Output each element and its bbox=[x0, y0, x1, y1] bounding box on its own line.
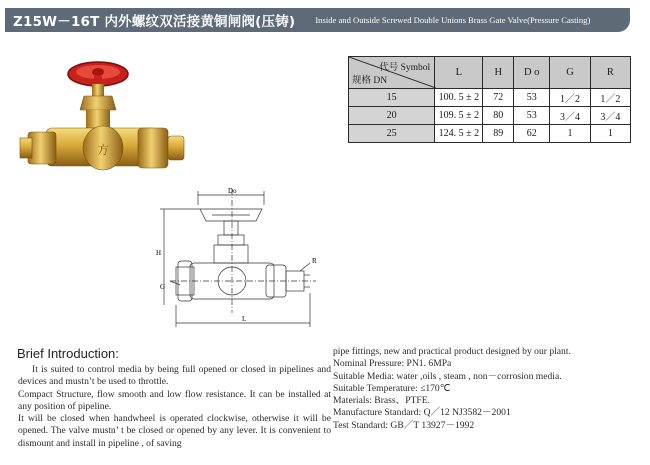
cell-h: 80 bbox=[483, 107, 514, 125]
brief-heading: Brief Introduction: bbox=[17, 346, 119, 361]
table-row bbox=[349, 107, 631, 125]
cell-l: 100. 5 ± 2 bbox=[435, 89, 483, 107]
materials: Materials: Brass、PTFE. bbox=[333, 395, 430, 407]
label-r: R bbox=[312, 257, 317, 265]
test-standard: Test Standard: GB／T 13927－1992 bbox=[333, 419, 475, 431]
cell-g: 3／4 bbox=[550, 107, 590, 125]
table-header-row bbox=[349, 57, 631, 89]
brief-continuation: pipe fittings, new and practical product designed by our plant. bbox=[333, 346, 571, 357]
cell-dn: 20 bbox=[349, 107, 435, 125]
cell-l: 109. 5 ± 2 bbox=[435, 107, 483, 125]
header-dn-label: 规格 DN bbox=[352, 76, 388, 86]
spec-list bbox=[333, 346, 633, 432]
label-g: G bbox=[160, 283, 166, 291]
cell-g: 1 bbox=[550, 125, 590, 143]
header-symbol-label: 代号 Symbol bbox=[379, 63, 431, 73]
title-chinese: Z15W－16T 内外螺纹双活接黄铜闸阀(压铸) bbox=[13, 14, 296, 30]
column-header-r: R bbox=[590, 57, 630, 89]
nominal-pressure: Nominal Pressure: PN1. 6MPa bbox=[333, 358, 452, 370]
label-do: Do bbox=[228, 187, 237, 195]
cell-do: 62 bbox=[514, 125, 550, 143]
handwheel-red bbox=[68, 62, 128, 86]
brief-paragraph: It will be closed when handwheel is operated clockwise, otherwise it will be opened. The valve mustn’ t be closed or opened by any lever. It is convenient to dismount and install in pipeline , of saving bbox=[18, 413, 331, 449]
brief-paragraph: Compact Structure, flow smooth and low flow resistance. It can be installed at any position of pipeline. bbox=[18, 388, 331, 412]
label-h: H bbox=[156, 249, 162, 257]
column-header-g: G bbox=[550, 57, 590, 89]
cell-dn: 15 bbox=[349, 89, 435, 107]
column-header-do: D o bbox=[514, 57, 550, 89]
cell-r: 1／2 bbox=[590, 89, 630, 107]
header-corner-cell bbox=[349, 57, 435, 89]
technical-drawing bbox=[150, 185, 330, 345]
column-header-h: H bbox=[483, 57, 514, 89]
cell-do: 53 bbox=[514, 89, 550, 107]
suitable-temperature: Suitable Temperature: ≤170℃ bbox=[333, 382, 451, 394]
suitable-media: Suitable Media: water ,oils , steam , non－corrosion media. bbox=[333, 370, 562, 382]
spec-table bbox=[348, 56, 631, 143]
label-l: L bbox=[242, 315, 247, 323]
svg-text:方: 方 bbox=[97, 143, 110, 157]
title-bar bbox=[5, 8, 630, 32]
column-header-l: L bbox=[435, 57, 483, 89]
table-row bbox=[349, 125, 631, 143]
cell-r: 1 bbox=[590, 125, 630, 143]
title-english: Inside and Outside Screwed Double Unions Brass Gate Valve(Pressure Casting) bbox=[315, 15, 591, 25]
cell-r: 3／4 bbox=[590, 107, 630, 125]
brief-paragraph: It is suited to control media by being full opened or closed in pipelines and devices and mustn’t be used to throttle. bbox=[18, 364, 331, 388]
cell-g: 1／2 bbox=[550, 89, 590, 107]
cell-dn: 25 bbox=[349, 125, 435, 143]
cell-h: 89 bbox=[483, 125, 514, 143]
cell-do: 53 bbox=[514, 107, 550, 125]
manufacture-standard: Manufacture Standard: Q／12 NJ3582－2001 bbox=[333, 407, 511, 419]
valve-photo bbox=[18, 54, 188, 194]
cell-l: 124. 5 ± 2 bbox=[435, 125, 483, 143]
table-row bbox=[349, 89, 631, 107]
cell-h: 72 bbox=[483, 89, 514, 107]
brief-body bbox=[18, 364, 331, 450]
